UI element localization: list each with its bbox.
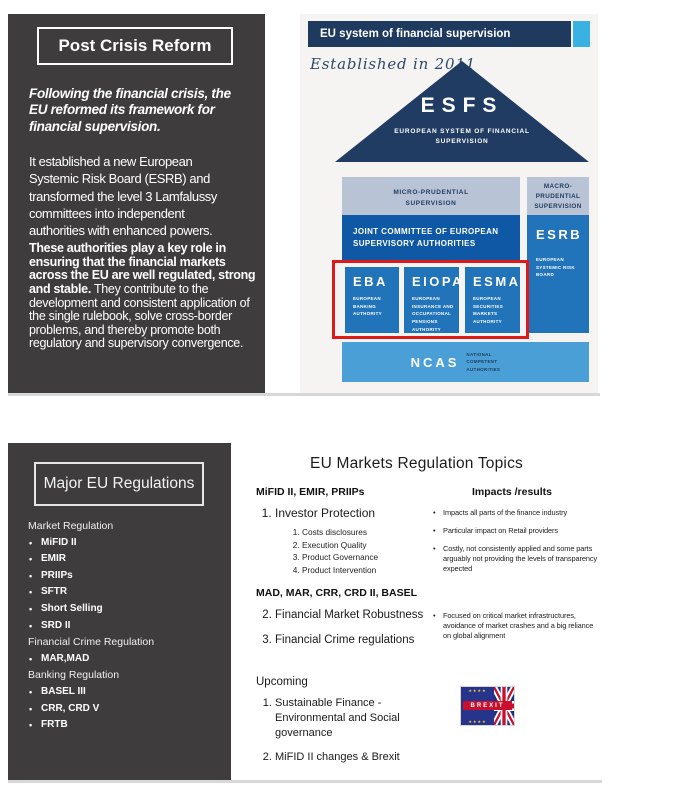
established-note: Established in 2011 — [310, 55, 477, 73]
list-item: • MAR,MAD — [28, 651, 225, 668]
slide1-title: Post Crisis Reform — [58, 36, 212, 55]
section-heading-mifid: MiFID II, EMIR, PRIIPs — [256, 486, 365, 498]
macro-prudential-band: MACRO-PRUDENTIAL SUPERVISION — [527, 177, 589, 215]
impact-bullet: • Particular impact on Retail providers — [432, 526, 602, 536]
group-heading-market: Market Regulation — [28, 520, 114, 532]
slide-major-eu-regulations — [8, 443, 602, 783]
slide1-text-panel — [8, 14, 265, 393]
topic-item: 2. Financial Market Robustness — [275, 609, 423, 621]
sub-item: 4. Product Intervention — [302, 564, 378, 577]
intro-line: Following the financial crisis, the — [29, 86, 231, 101]
content-title: EU Markets Regulation Topics — [310, 455, 523, 472]
impact-bullet: • Impacts all parts of the finance industry — [432, 508, 602, 518]
esrb-full-name: EUROPEAN SYSTEMIC RISK BOARD — [536, 257, 575, 278]
body-line: Systemic Risk Board (ESRB) and — [29, 171, 210, 187]
slide1-esrb-paragraph — [29, 155, 247, 241]
upcoming-heading: Upcoming — [256, 676, 308, 688]
body-line: authorities with enhanced powers. — [29, 223, 213, 238]
header-accent-square — [573, 21, 590, 47]
brexit-label: BREXIT — [463, 701, 512, 710]
slide2-content — [231, 443, 602, 780]
sub-item: 3. Product Governance — [302, 551, 378, 564]
investor-protection-sublist — [275, 526, 378, 577]
authorities-bold-text: These authorities play a key role in ensuring that the financial markets across the EU are well regulated, strong and stable. — [29, 241, 256, 296]
intro-line: financial supervision. — [29, 118, 161, 134]
topic-item: 3. Financial Crime regulations — [275, 634, 423, 646]
list-item: • CRR, CRD V — [28, 701, 225, 718]
eiopa-acronym: EIOPA — [412, 274, 464, 289]
impact-bullet: • Costly, not consistently applied and some parts arguably not providing the levels of transparency expected — [432, 544, 602, 574]
list-item: • EMIR — [28, 551, 225, 568]
list-item: • SRD II — [28, 618, 225, 635]
sub-item: 2. Execution Quality — [302, 539, 378, 552]
esfs-full-name: EUROPEAN SYSTEM OF FINANCIAL SUPERVISION — [394, 128, 530, 146]
group-heading-financial-crime: Financial Crime Regulation — [28, 636, 155, 649]
slide2-bottom-edge — [8, 780, 602, 783]
list-item: • PRIIPs — [28, 568, 225, 585]
body-line: transformed the level 3 Lamfalussy — [29, 188, 217, 204]
slide2-sidebar — [8, 443, 231, 780]
list-item: • BASEL III — [28, 684, 225, 701]
impacts-bullet-list-2 — [432, 611, 602, 649]
topic-list-2 — [256, 609, 423, 659]
ncas-full-name: NATIONAL COMPETENT AUTHORITIES — [466, 352, 501, 372]
esma-full-name: EUROPEAN SECURITIES MARKETS AUTHORITY — [473, 296, 504, 324]
upcoming-item: 1. Sustainable Finance - Environmental and Social governance — [275, 696, 432, 741]
micro-prudential-band: MICRO-PRUDENTIAL SUPERVISION — [342, 177, 520, 215]
eba-full-name: EUROPEAN BANKING AUTHORITY — [353, 296, 382, 317]
esma-acronym: ESMA — [473, 274, 521, 289]
brexit-flag-image — [461, 687, 514, 725]
esrb-box — [527, 215, 589, 333]
upcoming-list — [256, 696, 432, 773]
slide1-intro-paragraph — [29, 86, 261, 135]
body-line: committees into independent — [29, 205, 185, 221]
esas-highlight-rectangle — [332, 260, 529, 339]
authorities-rest-text: They contribute to the development and consistent application of the single rulebook, solve cross-border problems, and thereby promote both regulatory and supervisory convergence. — [29, 281, 250, 351]
body-line: It established a new European — [29, 154, 193, 169]
sub-item: 1. Costs disclosures — [302, 526, 378, 539]
slide-post-crisis-reform — [8, 14, 600, 396]
esrb-acronym: ESRB — [536, 227, 583, 242]
eiopa-full-name: EUROPEAN INSURANCE AND OCCUPATIONAL PENSIONS AUTHORITY — [412, 296, 454, 332]
diagram-header-title: EU system of financial supervision — [320, 28, 511, 40]
upcoming-item: 2. MiFID II changes & Brexit — [275, 750, 432, 765]
slide2-title: Major EU Regulations — [43, 475, 195, 492]
topic-label: Investor Protection — [275, 506, 376, 520]
eba-acronym: EBA — [353, 274, 388, 289]
section-heading-mad: MAD, MAR, CRR, CRD II, BASEL — [256, 587, 417, 599]
ncas-acronym: NCAS — [410, 354, 460, 370]
slide2-title-box — [34, 462, 204, 506]
ncas-bar — [342, 342, 589, 382]
slide1-authorities-paragraph — [29, 242, 260, 351]
group-heading-banking: Banking Regulation — [28, 669, 120, 682]
topic-list-1 — [256, 506, 378, 577]
diagram-header-bar — [308, 21, 571, 47]
impacts-heading: Impacts /results — [472, 486, 552, 498]
slide1-title-box — [37, 27, 233, 65]
regulations-list — [28, 518, 225, 734]
list-item: • SFTR — [28, 584, 225, 601]
intro-line: EU reformed its framework for — [29, 102, 215, 118]
slide1-bottom-edge — [8, 393, 600, 396]
esfs-diagram — [300, 14, 598, 393]
esfs-acronym: ESFS — [420, 94, 504, 117]
joint-committee-box: JOINT COMMITTEE OF EUROPEAN SUPERVISORY AUTHORITIES — [342, 215, 520, 262]
topic-item — [275, 506, 378, 577]
list-item: • MiFID II — [28, 535, 225, 552]
impacts-bullet-list — [432, 508, 602, 582]
list-item: • Short Selling — [28, 601, 225, 618]
list-item: • FRTB — [28, 717, 225, 734]
impact-bullet: • Focused on critical market infrastructures, avoidance of market crashes and a big reliance on global alignment — [432, 611, 602, 641]
